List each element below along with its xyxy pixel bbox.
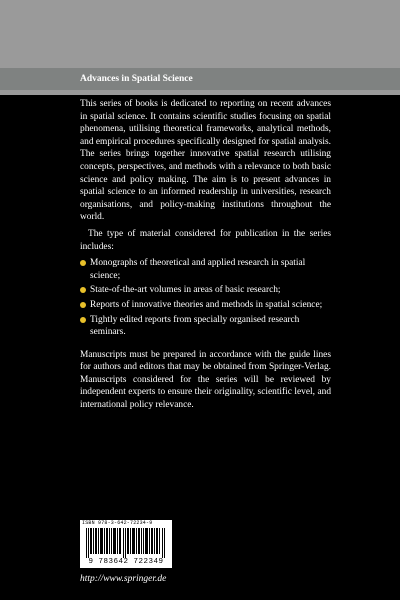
paragraph-manuscripts: Manuscripts must be prepared in accordance with the guide lines for authors and editors that may be obtained from Springer-Verlag. Manuscripts considered for the series will be reviewed by independent experts to ensure their originality, scientific level, and international policy relevance.	[80, 349, 331, 411]
barcode-digits: 9 783642 722349	[88, 558, 164, 566]
list-item: State-of-the-art volumes in areas of basic research;	[80, 284, 331, 297]
back-cover-text	[80, 98, 331, 416]
bullet-icon	[80, 317, 86, 323]
bullet-icon	[80, 302, 86, 308]
material-type-list	[80, 257, 331, 339]
paragraph-intro: This series of books is dedicated to reporting on recent advances in spatial science. It contains scientific studies focusing on spatial phenomena, utilising theoretical frameworks, analytical methods, and empirical procedures specifically designed for spatial analysis. The series brings together innovative spatial research utilising concepts, perspectives, and methods with a relevance to both basic science and policy making. The aim is to present advances in spatial science to an informed readership in universities, research organisations, and policy-making institutions throughout the world.	[80, 99, 331, 223]
list-item: Reports of innovative theories and methods in spatial science;	[80, 299, 331, 312]
bullet-icon	[80, 287, 86, 293]
paragraph-material-types: The type of material considered for publication in the series includes:	[80, 228, 331, 252]
list-item: Monographs of theoretical and applied research in spatial science;	[80, 257, 331, 282]
publisher-url[interactable]: http://www.springer.de	[80, 574, 167, 584]
series-title: Advances in Spatial Science	[0, 68, 400, 90]
barcode	[80, 520, 172, 568]
barcode-bars-icon	[86, 528, 166, 558]
isbn-label: ISBN 978-3-642-72234-9	[82, 520, 153, 526]
bullet-icon	[80, 260, 86, 266]
list-item: Tightly edited reports from specially organised research seminars.	[80, 314, 331, 339]
